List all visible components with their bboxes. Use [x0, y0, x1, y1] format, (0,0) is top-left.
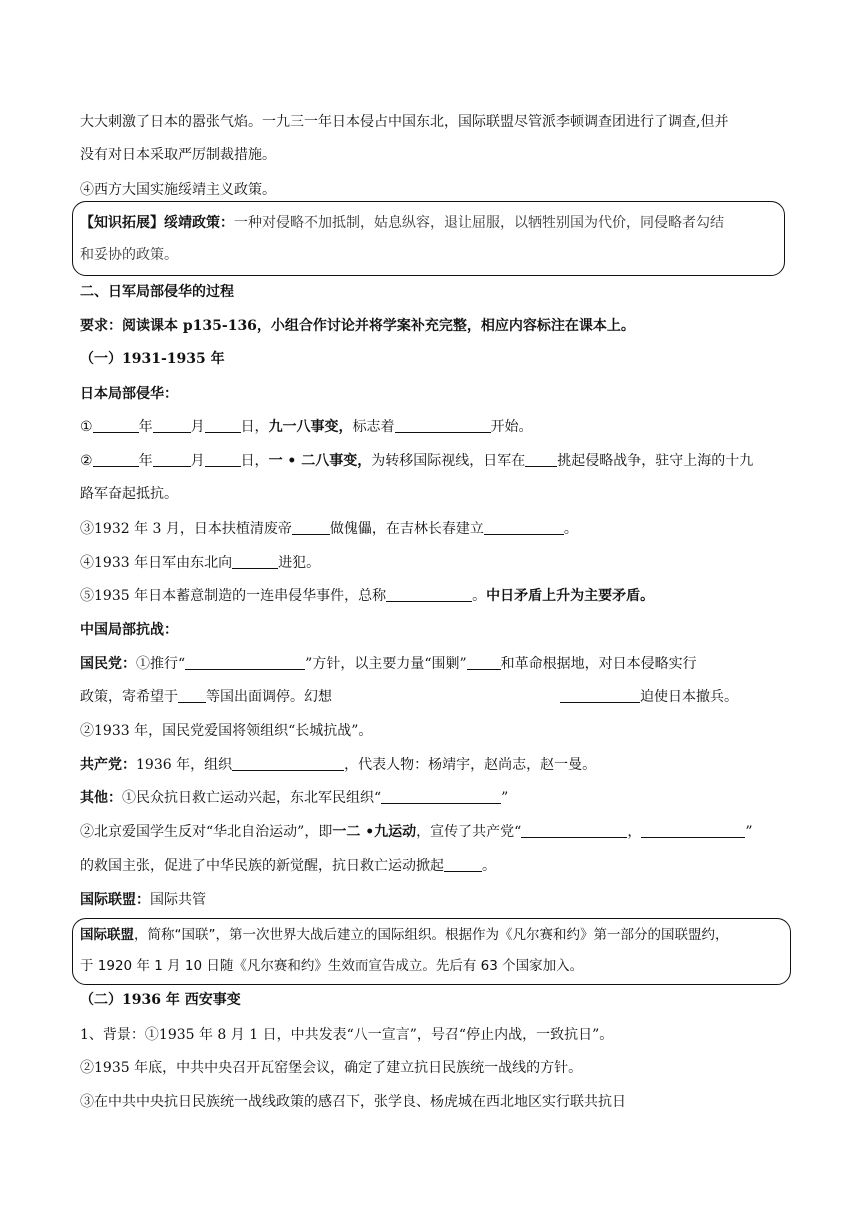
- item-line: 1、背景：①1935 年 8 月 1 日，中共发表“八一宣言”，号召“停止内战，一致抗日”。: [80, 1027, 614, 1043]
- item-line: 政策，寄希望于 等国出面调停。幻想 迫使日本撤兵。: [80, 689, 738, 705]
- blank-field[interactable]: [205, 452, 241, 467]
- item-line: 国民党：①推行“ ”方针，以主要力量“围剿” 和革命根据地，对日本侵略实行: [80, 656, 697, 672]
- subsection-heading: （二）1936 年 西安事变: [80, 992, 241, 1008]
- subheading: 中国局部抗战：: [80, 622, 178, 638]
- blank-field[interactable]: [153, 418, 191, 433]
- subheading: 日本局部侵华：: [80, 386, 178, 402]
- section-heading: 二、日军局部侵华的过程: [80, 284, 234, 300]
- item-line: ②1935 年底，中共中央召开瓦窑堡会议，确定了建立抗日民族统一战线的方针。: [80, 1060, 583, 1076]
- blank-field[interactable]: [232, 554, 278, 569]
- blank-field[interactable]: [467, 655, 501, 670]
- item-line: ⑤1935 年日本蓄意制造的一连串侵华事件，总称 。中日矛盾上升为主要矛盾。: [80, 588, 655, 604]
- knowledge-line: 和妥协的政策。: [80, 247, 178, 263]
- blank-field[interactable]: [386, 587, 472, 602]
- blank-field[interactable]: [521, 823, 627, 838]
- blank-field[interactable]: [641, 823, 745, 838]
- knowledge-line: 于 1920 年 1 月 10 日随《凡尔赛和约》生效而宣告成立。先后有 63 个国家加入。: [80, 958, 584, 974]
- item-line: ③1932 年 3 月，日本扶植清废帝 做傀儡，在吉林长春建立 。: [80, 521, 578, 537]
- item-line: 路军奋起抵抗。: [80, 486, 178, 502]
- requirement-text: 要求：阅读课本 p135-136，小组合作讨论并将学案补充完整，相应内容标注在课本上。: [80, 318, 635, 334]
- subsection-heading: （一）1931-1935 年: [80, 351, 225, 367]
- knowledge-tag: 【知识拓展】: [80, 215, 164, 231]
- blank-field[interactable]: [395, 418, 491, 433]
- paragraph-line: ④西方大国实施绥靖主义政策。: [80, 182, 276, 198]
- item-line: 共产党：1936 年，组织 ，代表人物：杨靖宇，赵尚志，赵一曼。: [80, 757, 597, 773]
- blank-field[interactable]: [560, 688, 640, 703]
- paragraph-line: 没有对日本采取严厉制裁措施。: [80, 147, 276, 163]
- blank-field[interactable]: [484, 520, 564, 535]
- blank-field[interactable]: [93, 418, 139, 433]
- item-line: ① 年 月 日，九一八事变，标志着 开始。: [80, 419, 533, 435]
- blank-field[interactable]: [292, 520, 330, 535]
- item-line: 国际联盟：国际共管: [80, 892, 206, 908]
- item-line: ③在中共中央抗日民族统一战线政策的感召下，张学良、杨虎城在西北地区实行联共抗日: [80, 1094, 626, 1110]
- blank-field[interactable]: [232, 756, 344, 771]
- knowledge-line: 国际联盟，简称“国联”，第一次世界大战后建立的国际组织。根据作为《凡尔赛和约》第一部分的国联盟约，: [80, 927, 729, 943]
- item-line: 其他：①民众抗日救亡运动兴起，东北军民组织“ ”: [80, 790, 509, 806]
- item-line: ④1933 年日军由东北向 进犯。: [80, 555, 321, 571]
- knowledge-term: 绥靖政策：: [164, 215, 234, 231]
- blank-field[interactable]: [525, 452, 557, 467]
- blank-field[interactable]: [381, 789, 501, 804]
- item-line: 的救国主张，促进了中华民族的新觉醒，抗日救亡运动掀起 。: [80, 858, 496, 874]
- paragraph-line: 大大刺激了日本的嚣张气焰。一九三一年日本侵占中国东北，国际联盟尽管派李顿调查团进行了调查,但并: [80, 114, 729, 130]
- blank-field[interactable]: [93, 452, 139, 467]
- blank-field[interactable]: [178, 688, 206, 703]
- blank-field[interactable]: [153, 452, 191, 467]
- item-line: ② 年 月 日，一 • 二八事变，为转移国际视线，日军在 挑起侵略战争，驻守上海的十九: [80, 453, 754, 469]
- item-line: ②1933 年，国民党爱国将领组织“长城抗战”。: [80, 723, 373, 739]
- blank-field[interactable]: [205, 418, 241, 433]
- blank-field[interactable]: [444, 857, 482, 872]
- knowledge-text: 一种对侵略不加抵制，姑息纵容，退让屈服，以牺牲别国为代价，同侵略者勾结: [234, 215, 724, 231]
- knowledge-line: [80, 213, 786, 233]
- item-line: ②北京爱国学生反对“华北自治运动”，即一二 •九运动，宣传了共产党“ ， ”: [80, 824, 753, 840]
- blank-field[interactable]: [185, 655, 305, 670]
